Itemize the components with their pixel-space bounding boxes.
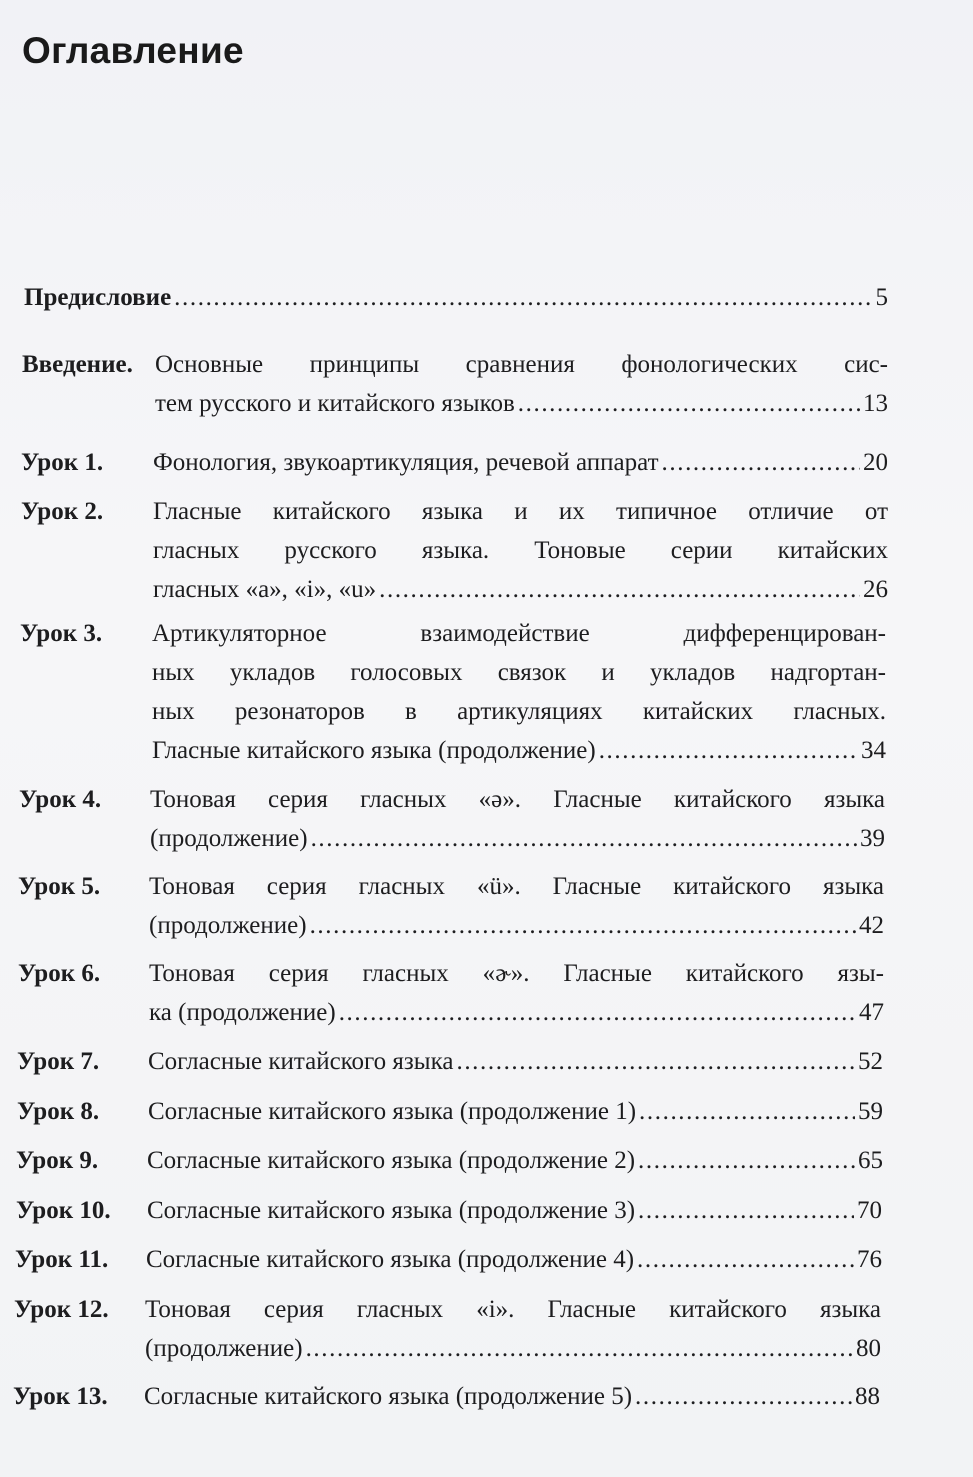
toc-entry-label: Урок 10. (16, 1197, 111, 1224)
toc-entry-line: Гласные китайского языка и их типичное отличие от (153, 498, 888, 525)
toc-entry-last-line (150, 819, 885, 858)
toc-entry-label: Урок 11. (15, 1246, 109, 1273)
toc-entry-text (155, 345, 888, 423)
toc-entry-line: гласных русского языка. Тоновые серии китайских (153, 537, 888, 564)
toc-entry-text (149, 954, 884, 1032)
dot-leader (599, 731, 858, 770)
page-number: 5 (875, 284, 888, 311)
toc-entry-title: (продолжение) (149, 912, 307, 939)
page-number: 26 (863, 576, 888, 603)
page-number: 13 (863, 390, 888, 417)
toc-entry-last-line (149, 906, 884, 945)
toc-entry-title: Согласные китайского языка (продолжение 3) (147, 1197, 636, 1224)
toc-entry-text (146, 1240, 882, 1279)
dot-leader (635, 1377, 852, 1416)
toc-entry-title: ка (продолжение) (149, 999, 336, 1026)
dot-leader (637, 1240, 854, 1279)
page-number: 42 (859, 912, 884, 939)
toc-entry-label: Урок 3. (20, 620, 103, 647)
toc-entry-line: Артикуляторное взаимодействие дифференцирован- (152, 620, 886, 647)
toc-entry-text (145, 1290, 881, 1368)
toc-entry-last-line (147, 1191, 882, 1230)
toc-entry-line: ных укладов голосовых связок и укладов надгортан- (152, 659, 886, 686)
toc-entry-text (149, 867, 884, 945)
toc-entry-label: Урок 6. (18, 960, 101, 987)
toc-entry-text (147, 1191, 882, 1230)
dot-leader (518, 384, 860, 423)
toc-entry-line: Тоновая серия гласных «ə». Гласные китайского языка (150, 786, 885, 813)
toc-entry-title: Гласные китайского языка (продолжение) (152, 737, 596, 764)
toc-entry-text (153, 492, 888, 609)
toc-entry-label: Урок 8. (17, 1098, 100, 1125)
dot-leader (638, 1191, 854, 1230)
page-number: 80 (856, 1335, 881, 1362)
toc-entry-title: (продолжение) (150, 825, 308, 852)
toc-entry-line: Тоновая серия гласных «i». Гласные китайского языка (145, 1296, 881, 1323)
toc-entry-last-line (148, 1092, 883, 1131)
toc-entry-label: Урок 1. (21, 449, 104, 476)
page-number: 76 (857, 1246, 882, 1273)
toc-entry-label: Урок 4. (19, 786, 102, 813)
toc-entry-title: Согласные китайского языка (продолжение 5) (144, 1383, 633, 1410)
toc-entry-last-line (147, 1141, 883, 1180)
page-number: 34 (861, 737, 886, 764)
toc-entry-text (150, 780, 885, 858)
toc-entry-label: Урок 13. (13, 1383, 108, 1410)
page-number: 88 (855, 1383, 880, 1410)
dot-leader (456, 1042, 855, 1081)
toc-entry-title: Предисловие (24, 284, 172, 311)
toc-entry-last-line (24, 278, 888, 317)
page-number: 20 (863, 449, 888, 476)
page-title: Оглавление (22, 30, 244, 71)
toc-entry-text (153, 443, 888, 482)
toc-entry-text (147, 1141, 883, 1180)
dot-leader (638, 1141, 855, 1180)
toc-entry-label: Урок 9. (16, 1147, 99, 1174)
toc-entry-label: Урок 2. (21, 498, 104, 525)
dot-leader (310, 906, 856, 945)
toc-entry-last-line (153, 443, 888, 482)
toc-entry-title: Согласные китайского языка (продолжение 4) (146, 1246, 635, 1273)
page-number: 65 (858, 1147, 883, 1174)
toc-entry-last-line (153, 570, 888, 609)
toc-entry-last-line (146, 1240, 882, 1279)
dot-leader (306, 1329, 853, 1368)
toc-entry-text (148, 1092, 883, 1131)
toc-entry-title: тем русского и китайского языков (155, 390, 515, 417)
toc-entry-title: Согласные китайского языка (продолжение 2) (147, 1147, 636, 1174)
page-number: 47 (859, 999, 884, 1026)
toc-entry-text (148, 1042, 883, 1081)
dot-leader (662, 443, 860, 482)
toc-entry-label: Урок 12. (14, 1296, 109, 1323)
toc-entry-line: ных резонаторов в артикуляциях китайских гласных. (152, 698, 886, 725)
toc-entry-line: Основные принципы сравнения фонологических сис- (155, 351, 888, 378)
dot-leader (379, 570, 860, 609)
page-number: 39 (860, 825, 885, 852)
toc-entry-last-line (145, 1329, 881, 1368)
dot-leader (311, 819, 857, 858)
toc-entry-label: Введение. (22, 351, 133, 378)
toc-entry-label: Урок 5. (18, 873, 101, 900)
toc-entry-title: Фонология, звукоартикуляция, речевой аппарат (153, 449, 659, 476)
toc-entry-title: Согласные китайского языка (продолжение 1) (148, 1098, 637, 1125)
toc-entry-last-line (144, 1377, 880, 1416)
toc-entry-line: Тоновая серия гласных «ɚ». Гласные китайского язы- (149, 960, 884, 987)
toc-entry-last-line (152, 731, 886, 770)
toc-entry-text (144, 1377, 880, 1416)
page-number: 70 (857, 1197, 882, 1224)
toc-entry-text (24, 278, 888, 317)
toc-entry-title: гласных «a», «i», «u» (153, 576, 377, 603)
dot-leader (174, 278, 872, 317)
page-number: 52 (858, 1048, 883, 1075)
toc-entry-label: Урок 7. (17, 1048, 100, 1075)
toc-entry-last-line (155, 384, 888, 423)
toc-entry-title: (продолжение) (145, 1335, 303, 1362)
toc-entry-line: Тоновая серия гласных «ü». Гласные китайского языка (149, 873, 884, 900)
toc-entry-last-line (149, 993, 884, 1032)
toc-entry-title: Согласные китайского языка (148, 1048, 454, 1075)
dot-leader (339, 993, 856, 1032)
page-number: 59 (858, 1098, 883, 1125)
toc-entry-text (152, 614, 886, 770)
dot-leader (639, 1092, 855, 1131)
toc-entry-last-line (148, 1042, 883, 1081)
